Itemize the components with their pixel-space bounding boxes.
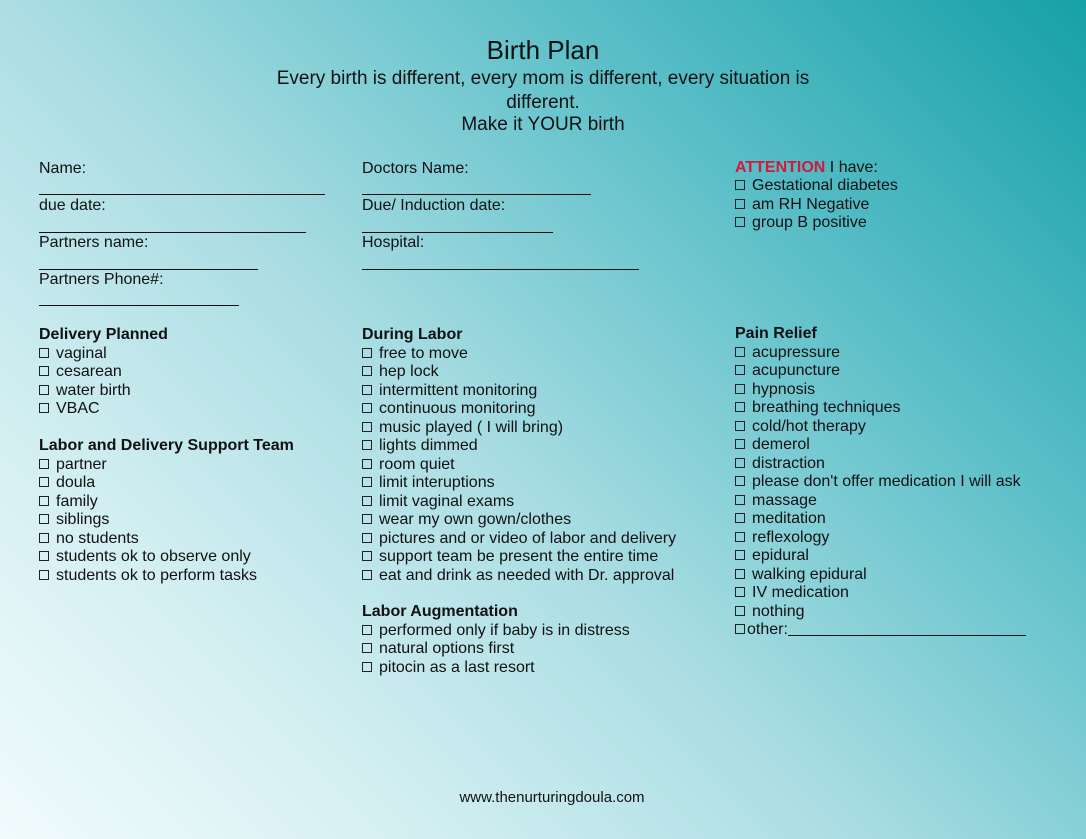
list-item[interactable]: demerol: [735, 436, 1026, 455]
list-item[interactable]: VBAC: [39, 400, 168, 419]
other-field[interactable]: [788, 635, 1026, 636]
hospital-label: Hospital:: [362, 234, 425, 251]
name-field[interactable]: [39, 194, 325, 195]
checkbox[interactable]: [362, 477, 372, 487]
partners-name-field[interactable]: [39, 269, 258, 270]
checkbox[interactable]: [362, 496, 372, 506]
checkbox[interactable]: [362, 403, 372, 413]
checkbox[interactable]: [362, 662, 372, 672]
list-item-other[interactable]: other:: [735, 621, 1026, 640]
attention-list: [735, 177, 898, 233]
checkbox[interactable]: [39, 533, 49, 543]
name-label: Name:: [39, 160, 87, 177]
list-item[interactable]: room quiet: [362, 456, 676, 475]
pain-relief-section: [735, 325, 1026, 640]
list-item[interactable]: students ok to observe only: [39, 548, 294, 567]
delivery-planned-list: [39, 345, 168, 419]
checkbox[interactable]: [39, 496, 49, 506]
delivery-planned-heading: Delivery Planned: [39, 326, 168, 343]
list-item[interactable]: pitocin as a last resort: [362, 659, 630, 678]
list-item[interactable]: limit interuptions: [362, 474, 676, 493]
list-item[interactable]: performed only if baby is in distress: [362, 622, 630, 641]
partners-phone-field[interactable]: [39, 305, 239, 306]
list-item[interactable]: group B positive: [735, 214, 898, 233]
checkbox[interactable]: [362, 385, 372, 395]
delivery-planned-section: [39, 326, 168, 419]
partners-name-label: Partners name:: [39, 234, 149, 251]
checkbox[interactable]: [362, 643, 372, 653]
list-item[interactable]: doula: [39, 474, 294, 493]
checkbox[interactable]: [39, 514, 49, 524]
support-team-section: [39, 437, 294, 585]
during-labor-list: [362, 345, 676, 586]
list-item[interactable]: please don't offer medication I will ask: [735, 473, 1026, 492]
checkbox[interactable]: [39, 551, 49, 561]
checkbox[interactable]: [735, 495, 745, 505]
checkbox[interactable]: [735, 458, 745, 468]
list-item[interactable]: students ok to perform tasks: [39, 567, 294, 586]
checkbox[interactable]: [735, 180, 745, 190]
checkbox[interactable]: [362, 459, 372, 469]
list-item[interactable]: partner: [39, 456, 294, 475]
attention-suffix: I have:: [825, 159, 878, 176]
checkbox[interactable]: [39, 403, 49, 413]
checkbox[interactable]: [39, 366, 49, 376]
doctors-name-field[interactable]: [362, 194, 591, 195]
checkbox[interactable]: [39, 459, 49, 469]
checkbox[interactable]: [39, 348, 49, 358]
list-item[interactable]: reflexology: [735, 529, 1026, 548]
checkbox[interactable]: [39, 385, 49, 395]
list-item[interactable]: walking epidural: [735, 566, 1026, 585]
list-item[interactable]: nothing: [735, 603, 1026, 622]
list-item[interactable]: epidural: [735, 547, 1026, 566]
during-labor-section: [362, 326, 676, 585]
partners-phone-label: Partners Phone#:: [39, 271, 164, 288]
list-item[interactable]: meditation: [735, 510, 1026, 529]
list-item[interactable]: pictures and or video of labor and delivery: [362, 530, 676, 549]
checkbox[interactable]: [362, 514, 372, 524]
support-team-heading: Labor and Delivery Support Team: [39, 437, 294, 454]
doctors-name-label: Doctors Name:: [362, 160, 469, 177]
list-item[interactable]: intermittent monitoring: [362, 382, 676, 401]
list-item[interactable]: Gestational diabetes: [735, 177, 898, 196]
due-induction-date-field[interactable]: [362, 232, 553, 233]
list-item[interactable]: distraction: [735, 455, 1026, 474]
checkbox[interactable]: [735, 199, 745, 209]
checkbox[interactable]: [735, 550, 745, 560]
checkbox[interactable]: [362, 366, 372, 376]
list-item[interactable]: free to move: [362, 345, 676, 364]
list-item[interactable]: eat and drink as needed with Dr. approval: [362, 567, 676, 586]
checkbox[interactable]: [735, 217, 745, 227]
during-labor-heading: During Labor: [362, 326, 463, 343]
list-item[interactable]: breathing techniques: [735, 399, 1026, 418]
list-item[interactable]: music played ( I will bring): [362, 419, 676, 438]
checkbox[interactable]: [735, 569, 745, 579]
footer-url[interactable]: www.thenurturingdoula.com: [459, 789, 645, 806]
list-item[interactable]: water birth: [39, 382, 168, 401]
checkbox[interactable]: [362, 533, 372, 543]
labor-augmentation-section: [362, 603, 630, 677]
subtitle-line-2: different.: [506, 92, 580, 113]
due-date-field[interactable]: [39, 232, 306, 233]
checkbox[interactable]: [735, 421, 745, 431]
labor-augmentation-heading: Labor Augmentation: [362, 603, 518, 620]
list-item[interactable]: cesarean: [39, 363, 168, 382]
checkbox[interactable]: [39, 570, 49, 580]
attention-label: ATTENTION: [735, 159, 826, 176]
checkbox[interactable]: [735, 606, 745, 616]
pain-relief-list: [735, 344, 1026, 640]
checkbox[interactable]: [735, 384, 745, 394]
list-item[interactable]: acupuncture: [735, 362, 1026, 381]
list-item[interactable]: IV medication: [735, 584, 1026, 603]
subtitle-line-1: Every birth is different, every mom is different, every situation is: [276, 68, 810, 89]
list-item[interactable]: siblings: [39, 511, 294, 530]
list-item[interactable]: am RH Negative: [735, 196, 898, 215]
checkbox[interactable]: [362, 440, 372, 450]
list-item[interactable]: vaginal: [39, 345, 168, 364]
list-item[interactable]: family: [39, 493, 294, 512]
list-item[interactable]: wear my own gown/clothes: [362, 511, 676, 530]
due-induction-date-label: Due/ Induction date:: [362, 197, 506, 214]
checkbox[interactable]: [735, 439, 745, 449]
checkbox[interactable]: [735, 347, 745, 357]
labor-augmentation-list: [362, 622, 630, 678]
list-item[interactable]: support team be present the entire time: [362, 548, 676, 567]
subtitle-line-3: Make it YOUR birth: [461, 114, 625, 135]
list-item[interactable]: no students: [39, 530, 294, 549]
list-item[interactable]: cold/hot therapy: [735, 418, 1026, 437]
checkbox[interactable]: [39, 477, 49, 487]
attention-heading: [735, 159, 878, 177]
support-team-list: [39, 456, 294, 586]
checkbox[interactable]: [735, 624, 745, 634]
checkbox[interactable]: [362, 348, 372, 358]
checkbox[interactable]: [362, 570, 372, 580]
list-item[interactable]: hypnosis: [735, 381, 1026, 400]
checkbox[interactable]: [362, 625, 372, 635]
list-item[interactable]: hep lock: [362, 363, 676, 382]
pain-relief-heading: Pain Relief: [735, 325, 817, 342]
checkbox[interactable]: [735, 402, 745, 412]
checkbox[interactable]: [735, 587, 745, 597]
list-item[interactable]: lights dimmed: [362, 437, 676, 456]
due-date-label: due date:: [39, 197, 106, 214]
checkbox[interactable]: [362, 422, 372, 432]
checkbox[interactable]: [735, 365, 745, 375]
list-item[interactable]: limit vaginal exams: [362, 493, 676, 512]
checkbox[interactable]: [735, 476, 745, 486]
checkbox[interactable]: [735, 513, 745, 523]
list-item[interactable]: continuous monitoring: [362, 400, 676, 419]
checkbox[interactable]: [735, 532, 745, 542]
list-item[interactable]: natural options first: [362, 640, 630, 659]
page-title: Birth Plan: [486, 35, 600, 65]
list-item[interactable]: acupressure: [735, 344, 1026, 363]
hospital-field[interactable]: [362, 269, 639, 270]
checkbox[interactable]: [362, 551, 372, 561]
list-item[interactable]: massage: [735, 492, 1026, 511]
